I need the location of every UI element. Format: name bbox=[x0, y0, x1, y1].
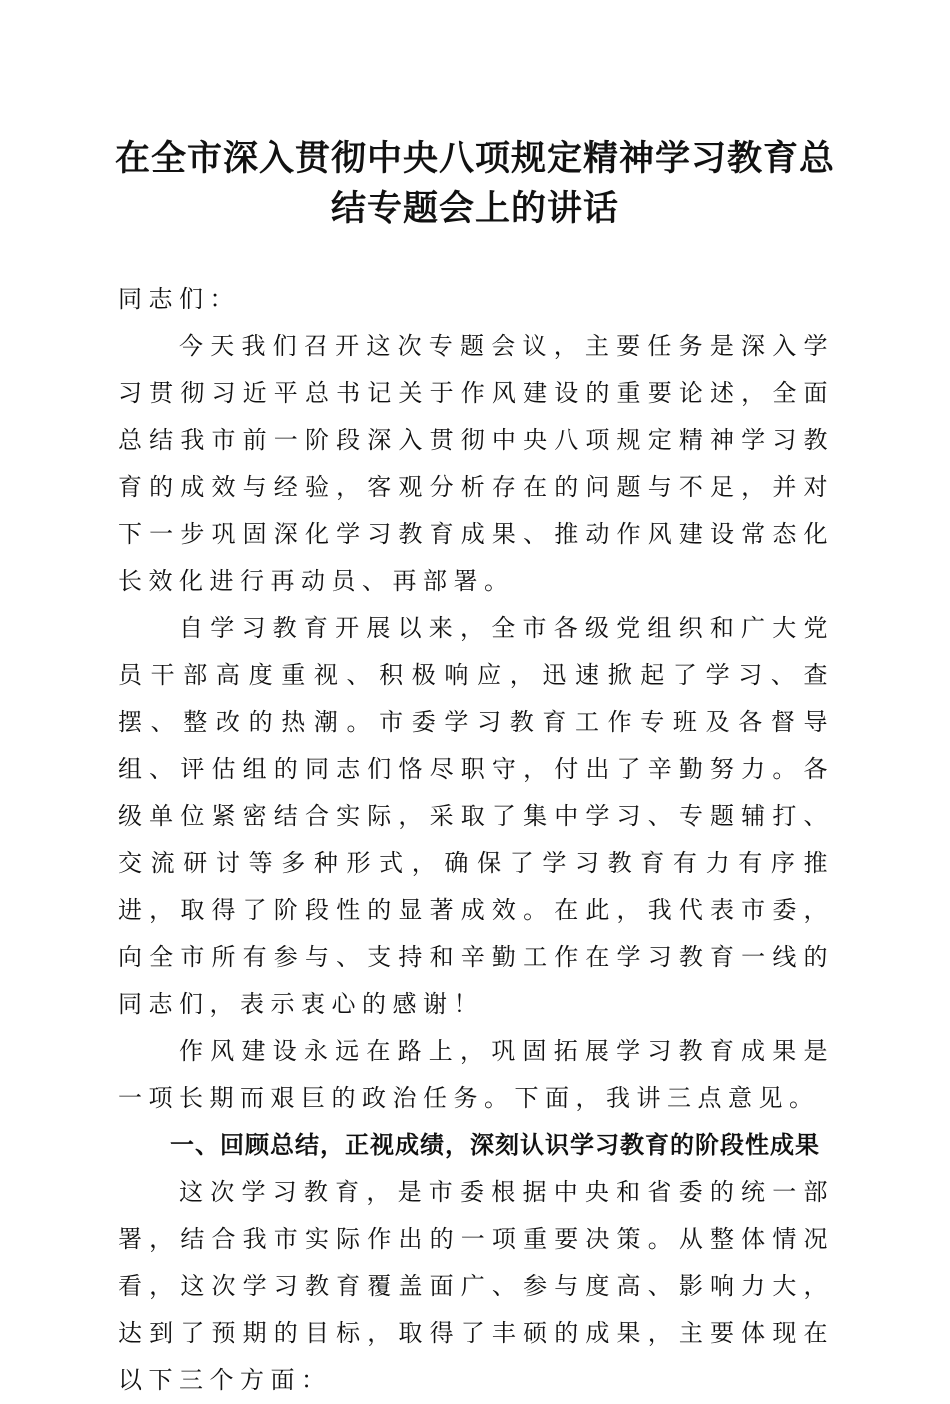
section-heading: 一、回顾总结，正视成绩，深刻认识学习教育的阶段性成果 bbox=[170, 1131, 820, 1159]
paragraph-intro-points: 作风建设永远在路上，巩固拓展学习教育成果是一项长期而艰巨的政治任务。下面，我讲三点意见。 bbox=[118, 1037, 834, 1112]
title-line-2: 结专题会上的讲话 bbox=[330, 188, 619, 229]
document-body bbox=[118, 276, 834, 1404]
document-title bbox=[100, 134, 850, 234]
paragraph-progress: 自学习教育开展以来，全市各级党组织和广大党员干部高度重视、积极响应，迅速掀起了学习、查摆、整改的热潮。市委学习教育工作专班及各督导组、评估组的同志们恪尽职守，付出了辛勤努力。各级单位紧密结合实际，采取了集中学习、专题辅打、交流研讨等多种形式，确保了学习教育有力有序推进，取得了阶段性的显著成效。在此，我代表市委，向全市所有参与、支持和辛勤工作在学习教育一线的同志们，表示衷心的感谢！ bbox=[118, 614, 834, 1018]
paragraph-section-one: 这次学习教育，是市委根据中央和省委的统一部署，结合我市实际作出的一项重要决策。从整体情况看，这次学习教育覆盖面广、参与度高、影响力大，达到了预期的目标，取得了丰硕的成果，主要体现在以下三个方面： bbox=[118, 1178, 834, 1394]
paragraph-opening: 今天我们召开这次专题会议，主要任务是深入学习贯彻习近平总书记关于作风建设的重要论述，全面总结我市前一阶段深入贯彻中央八项规定精神学习教育的成效与经验，客观分析存在的问题与不足，并对下一步巩固深化学习教育成果、推动作风建设常态化长效化进行再动员、再部署。 bbox=[118, 332, 834, 595]
salutation: 同志们： bbox=[118, 285, 240, 313]
title-line-1: 在全市深入贯彻中央八项规定精神学习教育总 bbox=[114, 138, 835, 179]
